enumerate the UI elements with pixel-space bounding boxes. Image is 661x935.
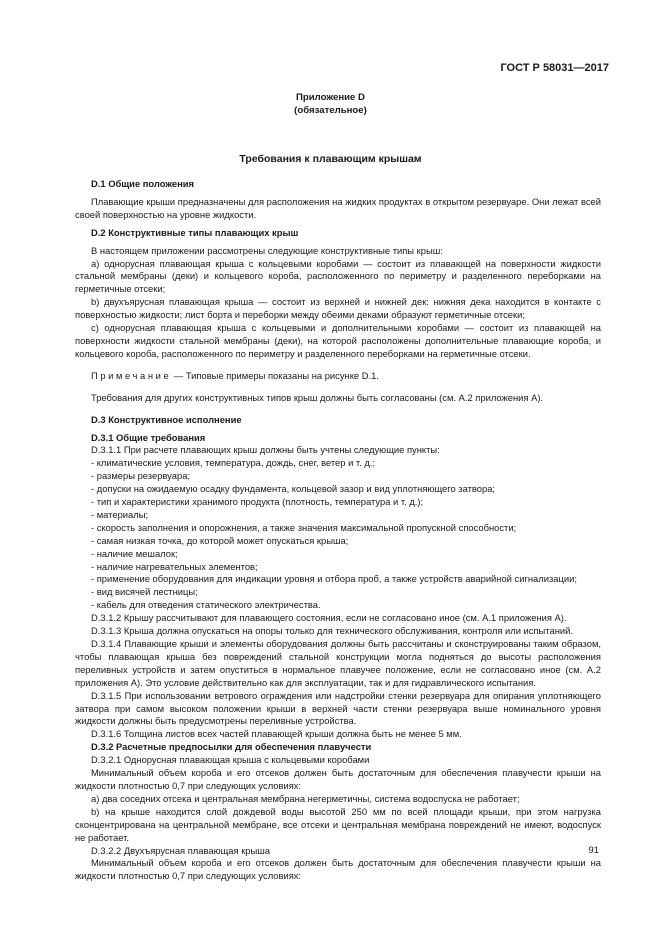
paragraph: D.3.2.1 Однорусная плавающая крыша с кольцевыми коробами — [91, 754, 370, 766]
subsection-heading: D.3.2 Расчетные предпосылки для обеспечения плавучести — [91, 741, 372, 753]
list-item: - наличие мешалок; — [91, 547, 178, 559]
paragraph: а) два соседних отсека и центральная мембрана негерметичны, система водоспуска не работает; — [91, 792, 520, 804]
paragraph: b) двухъярусная плавающая крыша — состоит из верхней и нижней дек: нижняя дека находится в контакте с поверхностью жидкости; лист борта и переборки между обеими деками образуют герметичные отсеки; — [75, 296, 601, 321]
paragraph: D.3.1.3 Крыша должна опускаться на опоры только для технического обслуживания, контроля или испытаний. — [91, 625, 573, 637]
paragraph: Минимальный объем короба и его отсеков должен быть достаточным для обеспечения плавучести крыши на жидкости плотностью 0,7 при следующих условиях: — [75, 857, 601, 882]
list-item: - применение оборудования для индикации уровня и отбора проб, а также устройств аварийной сигнализации; — [91, 573, 577, 585]
list-item: - вид висячей лестницы; — [91, 586, 198, 598]
document-body — [75, 178, 601, 883]
section-heading: D.1 Общие положения — [91, 178, 194, 189]
list-item: - скорость заполнения и опорожнения, а также значения максимальной пропускной способности; — [91, 521, 517, 533]
paragraph: D.3.1.1 При расчете плавающих крыш должны быть учтены следующие пункты: — [91, 444, 440, 456]
standard-number: ГОСТ Р 58031—2017 — [500, 62, 609, 74]
note — [75, 370, 601, 383]
paragraph: D.3.1.6 Толщина листов всех частей плавающей крыши должна быть не менее 5 мм. — [91, 728, 462, 740]
note-text: — Типовые примеры показаны на рисунке D.1. — [171, 369, 379, 381]
requirements-list — [75, 457, 601, 612]
paragraph: Плавающие крыши предназначены для расположения на жидких продуктах в открытом резервуаре. Они лежат всей своей поверхностью на уровне жидкости. — [75, 195, 601, 220]
list-item: - кабель для отведения статического электричества. — [91, 599, 321, 611]
paragraph: b) на крыше находится слой дождевой воды высотой 250 мм по всей площади крыши, при этом нагрузка сконцентрирована на центральной мембране, все отсеки и центральная мембрана повреждений не имеют, водоспуск не работает. — [75, 805, 601, 843]
list-item: - самая низкая точка, до которой может опускаться крыша; — [91, 534, 349, 546]
appendix-title: Приложение D — [296, 92, 365, 103]
paragraph: D.3.2.2 Двухъярусная плавающая крыша — [91, 844, 270, 856]
note-label: Примечание — [91, 369, 172, 381]
paragraph: с) однорусная плавающая крыша с кольцевыми и дополнительными коробами — состоит из плавающей на поверхности жидкости стальной мембраны (деки), на которой расположены дополнительные плавающие короба, и кольцевого короба, расположенного по периметру и разделенного переборками на герметичные отсеки. — [75, 322, 601, 359]
paragraph: D.3.1.2 Крышу рассчитывают для плавающего состояния, если не согласовано иное (см. А.1 приложения А). — [91, 612, 567, 624]
document-title: Требования к плавающим крышам — [239, 153, 422, 165]
paragraph: а) однорусная плавающая крыша с кольцевыми коробами — состоит из плавающей на поверхности жидкости стальной мембраны (деки) и кольцевого короба, расположенного по периметру и разделенного переборками на герметичные отсеки; — [75, 257, 601, 295]
list-item: - климатические условия, температура, дождь, снег, ветер и т. д.; — [91, 457, 376, 469]
list-item: - допуски на ожидаемую осадку фундамента, кольцевой зазор и вид уплотняющего затвора; — [91, 483, 496, 495]
appendix-status: (обязательное) — [294, 105, 367, 116]
paragraph: D.3.1.4 Плавающие крыши и элементы оборудования должны быть рассчитаны и сконструированы таким образом, чтобы плавающая крыша без повреждений стальной конструкции могла подняться до высоты расположения переливных устройств и затем опуститься в нормальное плавучее положение, если не согласовано иное (см. А.2 приложения А). Это условие действительно как для эксплуатации, так и для гидравлического испытания. — [75, 638, 601, 688]
list-item: - размеры резервуара; — [91, 470, 191, 482]
paragraph: Требования для других конструктивных типов крыш должны быть согласованы (см. А.2 приложения А). — [91, 391, 544, 403]
paragraph: D.3.1.5 При использовании ветрового ограждения или надстройки стенки резервуара для опирания уплотняющего затвора при самом высоком положении крыши в верхней части стенки резервуара выше номинального уровня жидкости должны быть предусмотрены переливные устройства. — [75, 689, 601, 727]
list-item: - наличие нагревательных элементов; — [91, 560, 258, 572]
paragraph: Минимальный объем короба и его отсеков должен быть достаточным для обеспечения плавучести крыши на жидкости плотностью 0,7 при следующих условиях: — [75, 767, 601, 791]
list-item: - тип и характеристики хранимого продукта (плотность, температура и т. д.); — [91, 496, 424, 508]
list-item: - материалы; — [91, 508, 149, 520]
section-heading: D.3 Конструктивное исполнение — [91, 413, 242, 425]
section-heading: D.2 Конструктивные типы плавающих крыш — [91, 226, 299, 238]
subsection-heading: D.3.1 Общие требования — [91, 431, 206, 443]
paragraph: В настоящем приложении рассмотрены следующие конструктивные типы крыш: — [91, 244, 443, 256]
page-number: 91 — [588, 845, 599, 856]
